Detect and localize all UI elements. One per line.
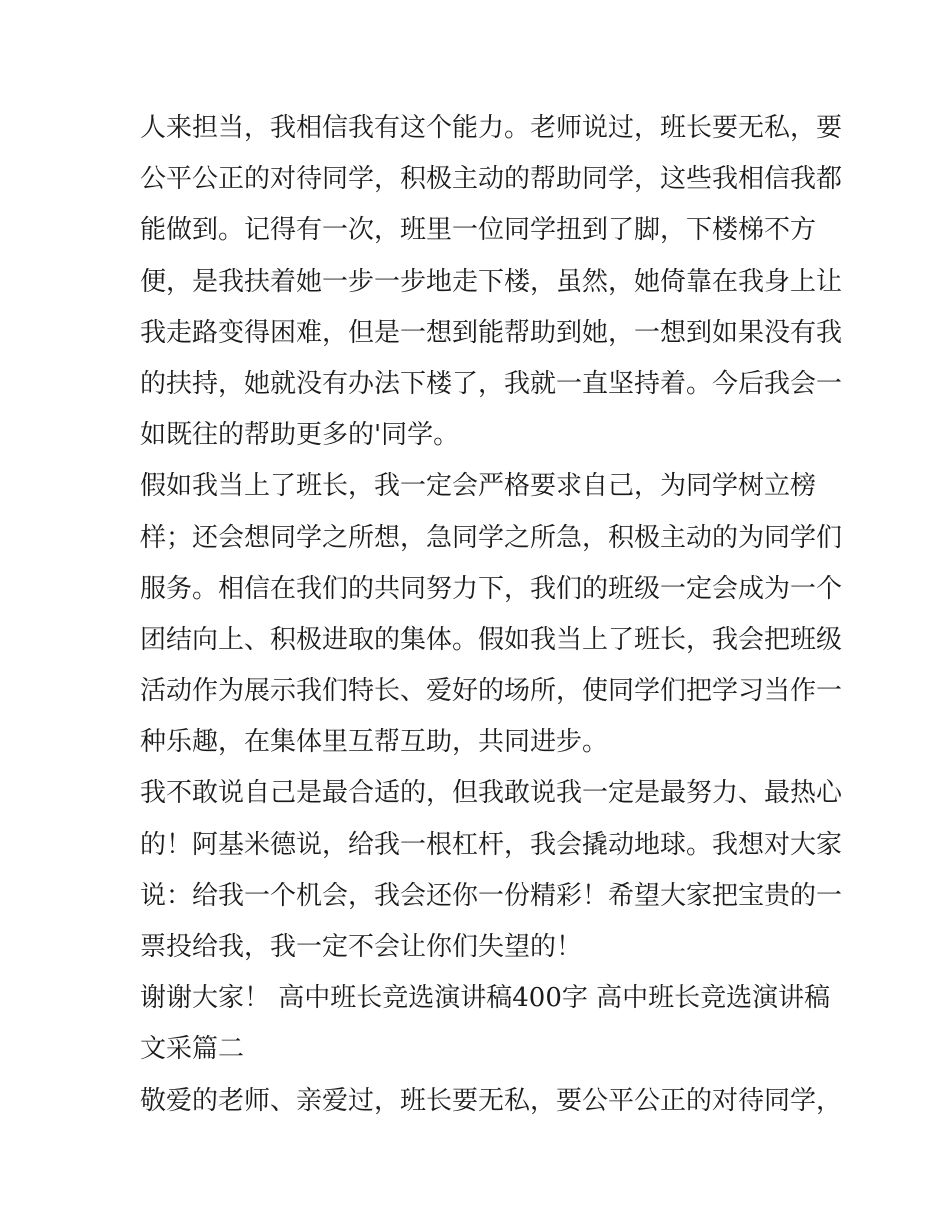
text-line: 能做到。记得有一次，班里一位同学扭到了脚，下楼梯不方 xyxy=(140,215,817,246)
text-line: 样；还会想同学之所想，急同学之所急，积极主动的为同学们 xyxy=(140,522,843,553)
text-line: 的扶持，她就没有办法下楼了，我就一直坚持着。今后我会一 xyxy=(140,368,843,399)
text-line: 如既往的帮助更多的'同学。 xyxy=(140,420,460,451)
text-line: 说：给我一个机会，我会还你一份精彩！希望大家把宝贵的一 xyxy=(140,880,843,911)
text-line: 票投给我，我一定不会让你们失望的！ xyxy=(140,932,583,962)
text-line: 便，是我扶着她一步一步地走下楼，虽然，她倚靠在我身上让 xyxy=(140,266,843,297)
text-line: 人来担当，我相信我有这个能力。老师说过，班长要无私，要 xyxy=(140,113,843,143)
text-line: 公平公正的对待同学，积极主动的帮助同学，这些我相信我都 xyxy=(140,164,843,195)
text-line: 活动作为展示我们特长、爱好的场所，使同学们把学习当作一 xyxy=(140,676,843,707)
document-body xyxy=(140,103,843,1127)
text-line: 假如我当上了班长，我一定会严格要求自己，为同学树立榜 xyxy=(140,471,817,502)
text-line: 我走路变得困难，但是一想到能帮助到她，一想到如果没有我 xyxy=(140,317,843,348)
text-line: 服务。相信在我们的共同努力下，我们的班级一定会成为一个 xyxy=(140,573,843,604)
text-line: 的！阿基米德说，给我一根杠杆，我会撬动地球。我想对大家 xyxy=(140,829,843,860)
text-line: 种乐趣，在集体里互帮互助，共同进步。 xyxy=(140,727,609,758)
text-line: 谢谢大家！ 高中班长竞选演讲稿400字 高中班长竞选演讲稿 xyxy=(140,983,831,1014)
text-line: 团结向上、积极进取的集体。假如我当上了班长，我会把班级 xyxy=(140,624,843,655)
text-line: 我不敢说自己是最合适的，但我敢说我一定是最努力、最热心 xyxy=(140,778,843,809)
text-line: 文采篇二 xyxy=(140,1034,245,1065)
text-line: 敬爱的老师、亲爱过，班长要无私，要公平公正的对待同学， xyxy=(140,1085,843,1116)
